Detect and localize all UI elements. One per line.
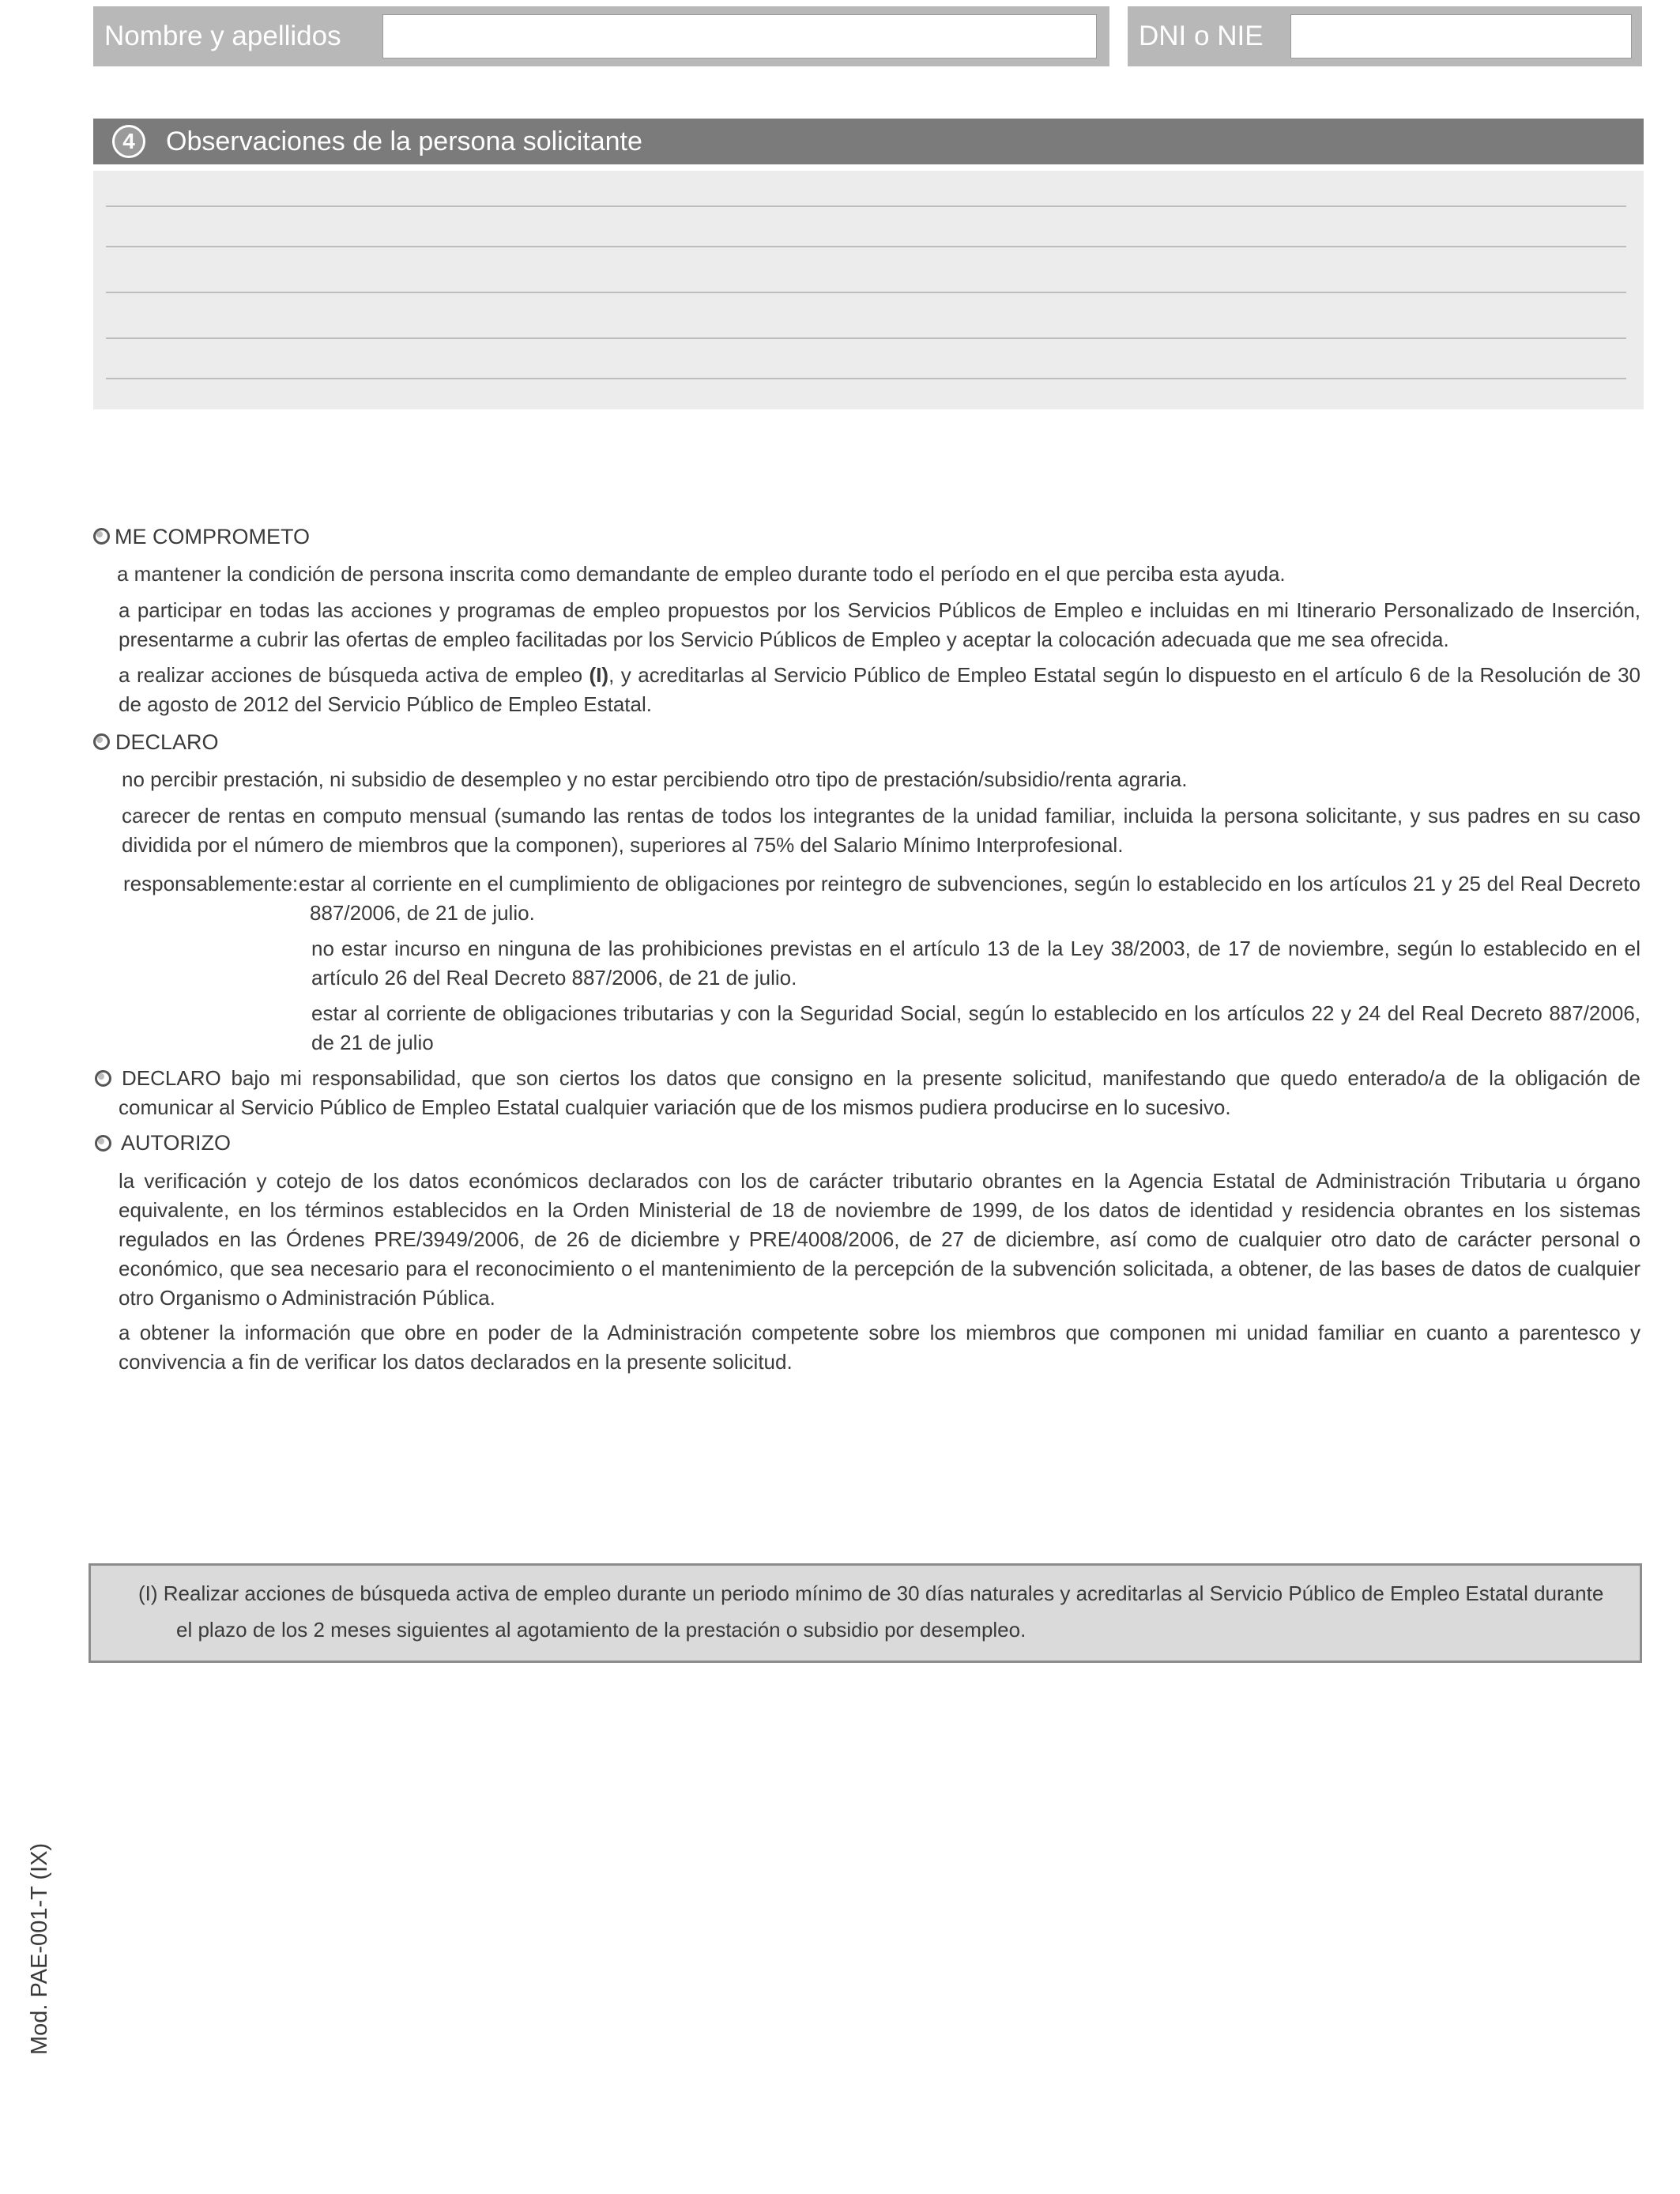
observations-area[interactable]: [93, 171, 1644, 409]
commit-heading: ME COMPROMETO: [115, 525, 311, 548]
name-label: Nombre y apellidos: [104, 21, 341, 51]
authorize-item-2: a obtener la información que obre en poder de la Administración competente sobre los miembros que componen mi unidad familiar en cuanto a parentesco y convivencia a fin de verificar los datos declarados en la presente solicitud.: [119, 1321, 1640, 1374]
footnote-box: [89, 1563, 1642, 1663]
authorize-radio[interactable]: [95, 1135, 111, 1152]
observation-line[interactable]: [106, 292, 1626, 293]
section-title: Observaciones de la persona solicitante: [166, 126, 642, 156]
observation-line[interactable]: [106, 378, 1626, 379]
resp-item-1-wrap: [123, 869, 1640, 928]
resp-item-3: estar al corriente de obligaciones tributarias y con la Seguridad Social, según lo establecido en los artículos 22 y 24 del Real Decreto 887/2006, de 21 de julio: [311, 1001, 1640, 1054]
declare2-text: DECLARO bajo mi responsabilidad, que son ciertos los datos que consigno en la presente solicitud, manifestando que quedo enterado/a de la obligación de comunicar al Servicio Público de Empleo Estatal cualquier variación que de los mismos pudiera producirse en lo sucesivo.: [119, 1066, 1640, 1119]
section-number-badge: 4: [112, 125, 145, 158]
authorize-heading: AUTORIZO: [121, 1131, 232, 1155]
declare-heading: DECLARO: [115, 730, 219, 754]
commit-item-3: [119, 661, 1640, 719]
resp-item-1: estar al corriente en el cumplimiento de obligaciones por reintegro de subvenciones, según lo establecido en los artículos 21 y 25 del Real Decreto 887/2006, de 21 de julio.: [299, 872, 1640, 925]
declare-item-2: carecer de rentas en computo mensual (sumando las rentas de todos los integrantes de la unidad familiar, incluida la persona solicitante, y sus padres en su caso dividida por el número de miembros que la componen), superiores al 75% del Salario Mínimo Interprofesional.: [122, 804, 1640, 857]
authorize-item-1: la verificación y cotejo de los datos económicos declarados con los de carácter tributario obrantes en la Agencia Estatal de Administración Tributaria u órgano equivalente, en los términos establecidos en la Orden Ministerial de 18 de noviembre de 1999, de los datos de identidad y residencia obrantes en los sistemas regulados en las Órdenes PRE/3949/2006, de 26 de diciembre y PRE/4008/2006, de 27 de diciembre, así como de cualquier otro dato de carácter personal o económico, que sea necesario para el reconocimiento o el mantenimiento de la percepción de la subvención solicitada, a obtener, de las bases de datos de cualquier otro Organismo o Administración Pública.: [119, 1169, 1640, 1310]
model-code: Mod. PAE-001-T (IX): [27, 1842, 52, 2055]
footnote-line-1: (I) Realizar acciones de búsqueda activa de empleo durante un periodo mínimo de 30 días naturales y acreditarlas al Servicio Público de Empleo Estatal durante: [138, 1581, 1604, 1605]
id-input[interactable]: [1290, 14, 1632, 58]
declare-radio[interactable]: [93, 733, 110, 750]
name-field-bar: [93, 6, 1109, 66]
resp-item-2: no estar incurso en ninguna de las prohibiciones previstas en el artículo 13 de la Ley 38/2003, de 17 de noviembre, según lo establecido en el artículo 26 del Real Decreto 887/2006, de 21 de julio.: [311, 937, 1640, 990]
footnote-line-2: el plazo de los 2 meses siguientes al agotamiento de la prestación o subsidio por desempleo.: [176, 1618, 1026, 1642]
observation-line[interactable]: [106, 337, 1626, 339]
declare2-radio[interactable]: [95, 1070, 111, 1087]
id-label: DNI o NIE: [1139, 21, 1264, 51]
observation-line[interactable]: [106, 246, 1626, 247]
id-field-bar: [1128, 6, 1642, 66]
section-4-header: [93, 119, 1644, 164]
commit-item-3-text: a realizar acciones de búsqueda activa de empleo: [119, 663, 590, 687]
commit-radio[interactable]: [93, 528, 110, 545]
commit-item-1: a mantener la condición de persona inscrita como demandante de empleo durante todo el período en el que perciba esta ayuda.: [117, 562, 1286, 586]
commit-item-3-rest: , y acreditarlas al Servicio Público de Empleo Estatal según lo dispuesto en el artículo 6 de la Resolución de 30 de agosto de 2012 del Servicio Público de Empleo Estatal.: [119, 663, 1640, 716]
name-input[interactable]: [382, 14, 1097, 58]
observation-line[interactable]: [106, 205, 1626, 207]
responsibly-label: responsablemente:: [123, 872, 299, 895]
declare-item-1: no percibir prestación, ni subsidio de desempleo y no estar percibiendo otro tipo de prestación/subsidio/renta agraria.: [122, 767, 1188, 791]
footnote-ref: (I): [589, 663, 609, 687]
commit-item-2: a participar en todas las acciones y programas de empleo propuestos por los Servicios Públicos de Empleo e incluidas en mi Itinerario Personalizado de Inserción, presentarme a cubrir las ofertas de empleo facilitadas por los Servicio Públicos de Empleo y aceptar la colocación adecuada que me sea ofrecida.: [119, 598, 1640, 651]
